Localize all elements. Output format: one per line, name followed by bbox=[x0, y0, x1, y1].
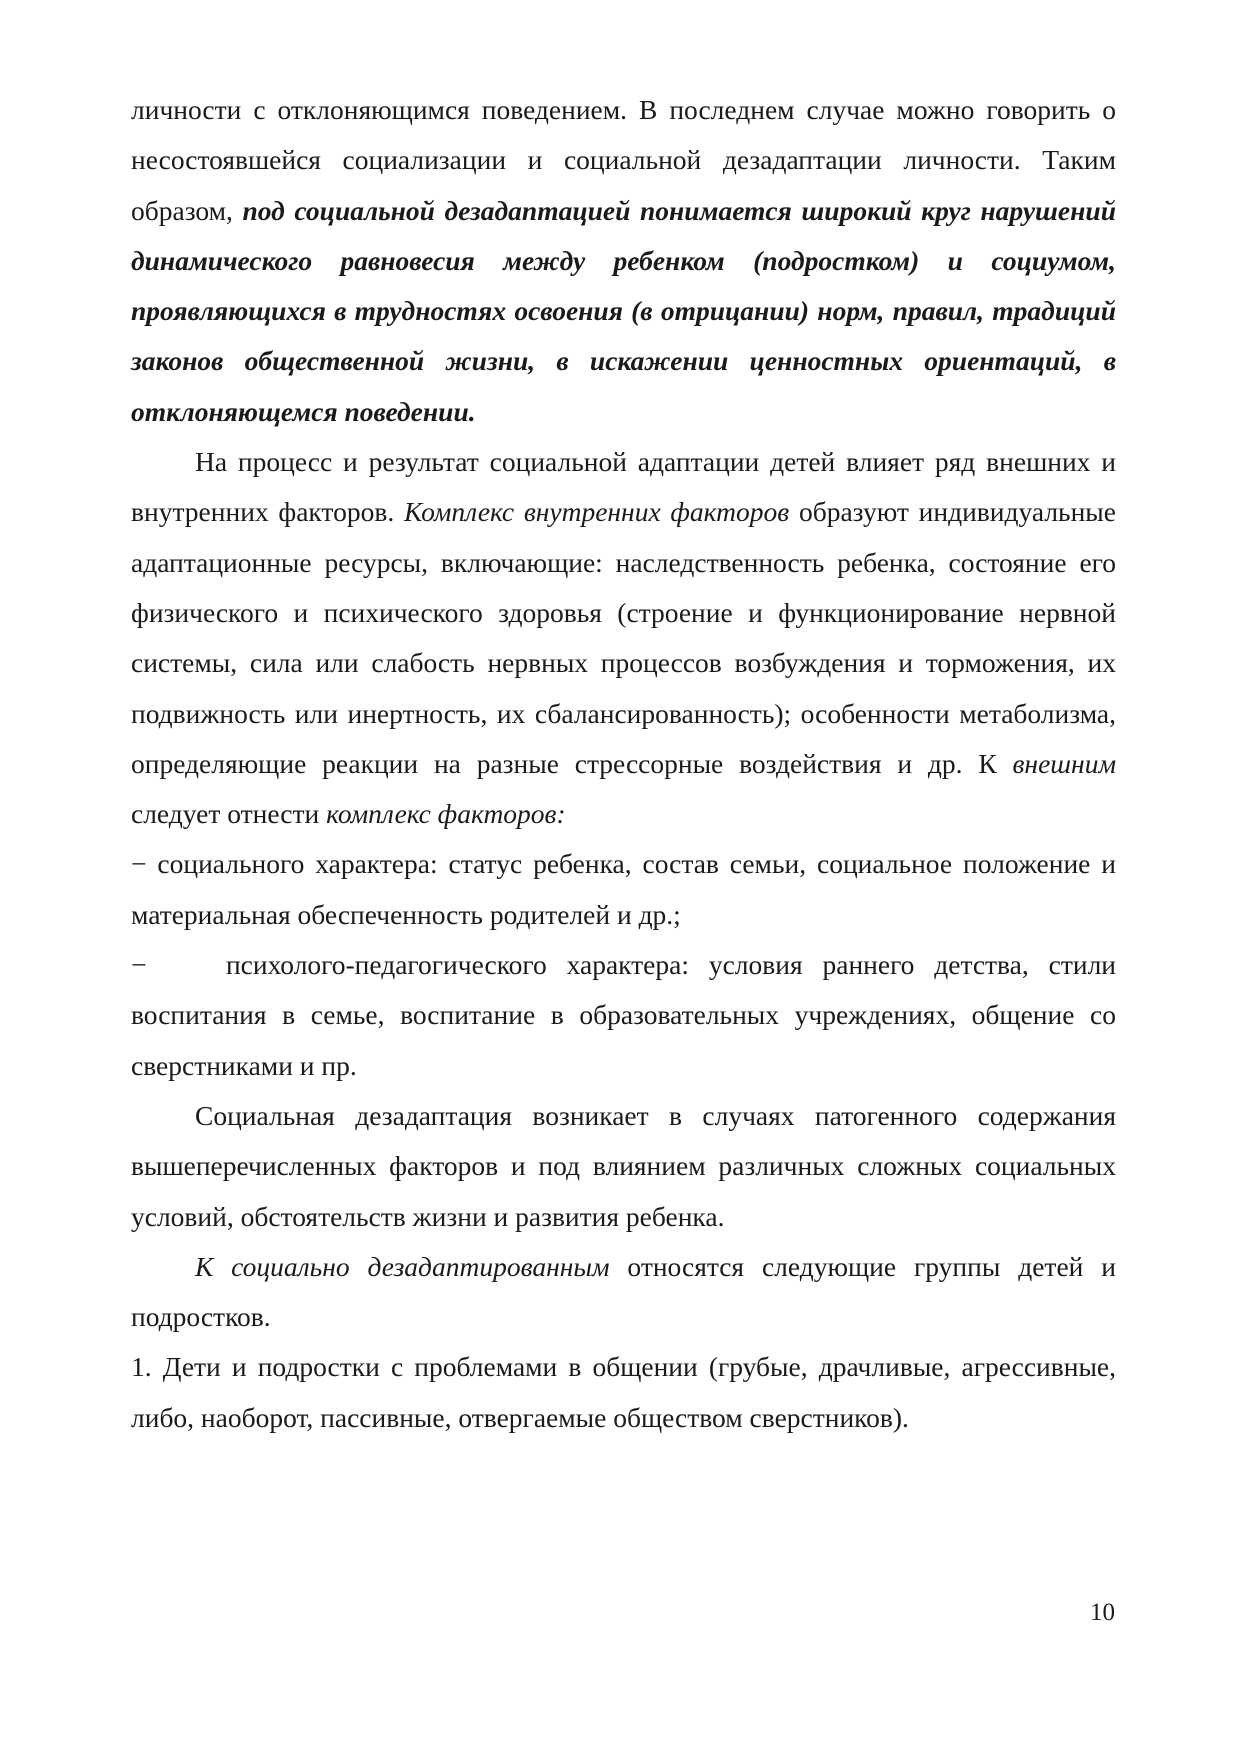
list-item-psychological bbox=[131, 940, 1116, 1091]
list-item-text: социального характера: статус ребенка, состав семьи, социальное положение и материальная обеспеченность родителей и др.; bbox=[131, 848, 1116, 930]
document-body bbox=[131, 85, 1116, 1443]
paragraph-factors bbox=[131, 437, 1116, 839]
paragraph1-lead: личности с отклоняющимся поведением. В последнем случае можно говорить о несостоявшейся социализации и социальной дезадаптации личности. Таким образом, bbox=[131, 94, 1116, 226]
paragraph-groups bbox=[131, 1242, 1116, 1343]
internal-factors-term: Комплекс внутренних факторов bbox=[403, 496, 790, 528]
list-item-social bbox=[131, 839, 1116, 940]
list-item-text: психолого-педагогического характера: условия раннего детства, стили воспитания в семье, воспитание в образовательных учреждениях, общение со сверстниками и пр. bbox=[131, 949, 1117, 1081]
list-marker: − bbox=[131, 848, 147, 880]
definition-emphasis: под социальной дезадаптацией понимается широкий круг нарушений динамического равновесия между ребенком (подростком) и социумом, проявляющихся в трудностях освоения (в отрицании) норм, правил, традиций законов общественной жизни, в искажении ценностных ориентаций, в отклоняющемся поведении. bbox=[131, 194, 1116, 427]
paragraph2-text-a: На процесс и результат социальной адаптации детей влияет ряд внешних и внутренних факторов. bbox=[131, 446, 1116, 528]
paragraph4-text: относятся следующие группы детей и подростков. bbox=[131, 1250, 1116, 1333]
factors-complex-term: комплекс факторов: bbox=[326, 798, 566, 830]
list-marker: − bbox=[131, 949, 147, 981]
paragraph2-text-b: образуют индивидуальные адаптационные ресурсы, включающие: наследственность ребенка, состояние его физического и психического здоровья (строение и функционирование нервной системы, сила или слабость нервных процессов возбуждения и торможения, их подвижность или инертность, их сбалансированность); особенности метаболизма, определяющие реакции на разные стрессорные воздействия и др. К bbox=[131, 496, 1116, 779]
paragraph2-text-c: следует отнести bbox=[131, 798, 327, 830]
external-term: внешним bbox=[1012, 747, 1116, 779]
paragraph-disadaptation-causes: Социальная дезадаптация возникает в случаях патогенного содержания вышеперечисленных факторов и под влиянием различных сложных социальных условий, обстоятельств жизни и развития ребенка. bbox=[131, 1099, 1116, 1232]
disadapted-term: К социально дезадаптированным bbox=[195, 1250, 610, 1282]
page-number: 10 bbox=[1090, 1599, 1115, 1626]
paragraph-social-disadaptation-definition bbox=[131, 85, 1116, 437]
numbered-item-1: 1. Дети и подростки с проблемами в общении (грубые, драчливые, агрессивные, либо, наоборот, пассивные, отвергаемые обществом сверстников). bbox=[131, 1351, 1116, 1433]
